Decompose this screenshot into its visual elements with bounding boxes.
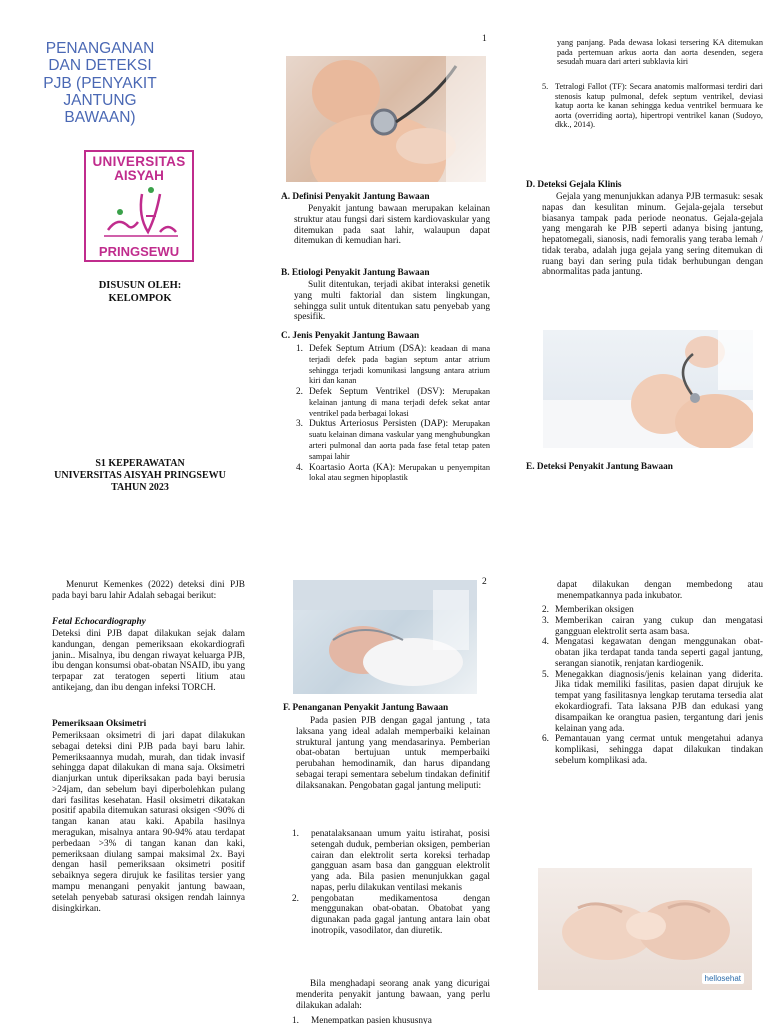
- logo-emblem-icon: [98, 186, 184, 242]
- doctor-examining-baby-photo: [543, 330, 753, 448]
- page-number: 2: [482, 577, 487, 587]
- section-a-title: A. Definisi Penyakit Jantung Bawaan: [281, 192, 430, 202]
- col3-list: [540, 82, 763, 130]
- list-item: 2. pengobatan medikamentosa dengan menggunakan obat-obatan. Obatobat yang digunakan pada gagal jantung antara lain obat inotropik, vasodilator, dan diuretik.: [292, 893, 490, 937]
- list-item: 1. Menempatkan pasien khususnya: [292, 1016, 432, 1024]
- newborn-incubator-photo: [293, 580, 477, 694]
- baby-stethoscope-photo: [286, 56, 486, 182]
- page-number: 1: [482, 34, 487, 44]
- author-label: DISUSUN OLEH:: [98, 280, 182, 291]
- list-item: 6. Pemantauan yang cermat untuk mengetahui adanya komplikasi, sehingga dapat dilakukan tindakan sebelum komplikasi ada.: [542, 734, 763, 766]
- oximetry-text: Pemeriksaan oksimetri di jari dapat dilakukan sebagai deteksi dini PJB pada bayi baru lahir. Pemeriksaannya mudah, murah, dan tidak invasif sehingga dapat dilakukan di mana saja. Oksimetri dianjurkan untuk diperiksakan pada bayi berusia >24jam, dan sebelum bayi diperbolehkan pulang dari fasilitas kesehatan. Hasil oksimetri dikatakan positif apabila ditemukan saturasi oksigen <90% di tangan kanan atau kaki. Apabila hasilnya meragukan, misalnya antara 90-94% atau terdapat perbedaan >3% di tangan kanan dan kaki, pemeriksaan diulang sampai maksimal 2x. Bayi dengan hasil pemeriksaan oksimetri positif sebaiknya segera dirujuk ke fasilitas tersier yang mampu menangani penyakit jantung bawaan, setelah penyebab saturasi oksigen rendah lainnya disingkirkan.: [52, 731, 245, 914]
- list-item: 4. Mengatasi kegawatan dengan menggunakan obat-obatan jika terdapat tanda tanda seperti gagal jantung, serangan sianotik, renjatan kardiogenik.: [542, 637, 763, 669]
- watermark-logo: hellosehat: [702, 973, 744, 984]
- column3-continued-text: yang panjang. Pada dewasa lokasi tersering KA ditemukan pada pertemuan arkus aorta dan aorta desenden, segera sesudah muara dari arteri subklavia kiri: [557, 38, 763, 67]
- list-item: 1. Defek Septum Atrium (DSA): keadaan di mana terjadi defek pada bagian septum antar atrium sehingga terjadi komunikasi langsung antara atrium kiri dan kanan: [296, 344, 490, 386]
- intro-text: Menurut Kemenkes (2022) deteksi dini PJB pada bayi baru lahir Adalah sebagai berikut:: [52, 580, 245, 601]
- year: TAHUN 2023: [111, 482, 169, 493]
- list-item: 5. Menegakkan diagnosis/jenis kelainan yang diderita. Jika tidak memiliki fasilitas, pasien dapat dirujuk ke tempat yang fasilitasnya lengkap terutama tersedia alat ekokardiografi. Tata laksana PJB dan edukasi yang disampaikan ke orangtua pasien, tergantung dari jenis kelainan yang ada.: [542, 669, 763, 734]
- list-item: 3. Memberikan cairan yang cukup dan mengatasi gangguan elektrolit serta asam basa.: [542, 615, 763, 637]
- logo-text-line1: UNIVERSITAS: [92, 154, 186, 169]
- logo-text-line3: PRINGSEWU: [98, 243, 180, 259]
- section-b-title: B. Etiologi Penyakit Jantung Bawaan: [281, 268, 430, 278]
- column3-continued-text: dapat dilakukan dengan membedong atau menempatkannya pada inkubator.: [557, 580, 763, 601]
- university-logo: [84, 150, 194, 262]
- section-d-title: D. Deteksi Gejala Klinis: [526, 180, 622, 190]
- fetal-echo-title: Fetal Echocardiography: [52, 617, 146, 627]
- university-name: UNIVERSITAS AISYAH PRINGSEWU: [54, 470, 226, 481]
- section-d-text: Gejala yang menunjukkan adanya PJB termasuk: sesak napas dan kesulitan minum. Gejala-gejala tersebut biasanya tampak pada periode neonatus. Gejala-gejala yang mengarah ke PJB seperti adanya bising jantung, hepatomegali, sianosis, nadi femoralis yang teraba lemah / tidak teraba, adalah juga gejala yang sering ditemukan di ruang bayi dan sering pula tidak berhubungan dengan abnormalitas pada jantung.: [542, 192, 763, 278]
- section-f-list: [292, 829, 490, 937]
- section-c-title: C. Jenis Penyakit Jantung Bawaan: [281, 331, 420, 341]
- section-f-text-2: Bila menghadapi seorang anak yang dicurigai menderita penyakit jantung bawaan, yang perlu dilakukan adalah:: [296, 979, 490, 1011]
- list-item: 2. Defek Septum Ventrikel (DSV): Merupakan kelainan jantung di mana terjadi defek sekat antar ventrikel pada berbagai lokasi: [296, 387, 491, 418]
- list-item: 4. Koartasio Aorta (KA): Merupakan u penyempitan lokal atau segmen hipoplastik: [296, 462, 490, 483]
- section-f-title: F. Penanganan Penyakit Jantung Bawaan: [283, 703, 449, 713]
- program-name: S1 KEPERAWATAN: [95, 458, 185, 469]
- list-item: 3. Duktus Arteriosus Persisten (DAP): Merupakan suatu kelainan dimana vaskular yang menghubungkan arteri pulmonal dan aorta pada fase fetal tetap paten sampai lahir: [296, 419, 491, 461]
- section-f-list-2: [292, 1016, 490, 1024]
- col3-list: [540, 605, 763, 767]
- section-a-text: Penyakit jantung bawaan merupakan kelainan struktur atau fungsi dari sistem kardiovaskular yang ditemukan pada saat lahir, walaupun dapat ditemukan di kemudian hari.: [294, 204, 490, 247]
- list-item: 5. Tetralogi Fallot (TF): Secara anatomis malformasi terdiri dari stenosis katup pulmonal, defek septum ventrikel, deviasi katup aorta ke kanan sehingga kedua ventrikel bermuara ke aorta (overriding aorta), hipertropi ventrikel kanan (Sudoyo, dkk., 2014).: [542, 82, 763, 130]
- hands-holding-baby-photo: [538, 868, 752, 990]
- list-item: 2. Memberikan oksigen: [542, 605, 634, 615]
- section-e-title: E. Deteksi Penyakit Jantung Bawaan: [526, 462, 673, 472]
- document-title: PENANGANAN DAN DETEKSI PJB (PENYAKIT JANTUNG BAWAAN): [43, 40, 157, 127]
- logo-text-line2: AISYAH: [114, 168, 164, 183]
- fetal-echo-text: Deteksi dini PJB dapat dilakukan sejak dalam kandungan, dengan pemeriksaan ekokardiografi janin.. Misalnya, ibu dengan riwayat keluarga PJB, ibu dengan konsumsi obat-obatan NSAID, ibu yang terpapar zat teratogen seperti litium atau antikejang, dan ibu dengan infeksi TORCH.: [52, 629, 245, 693]
- section-b-text: Sulit ditentukan, terjadi akibat interaksi genetik yang multi faktorial dan sistem lingkungan, sehingga sulit untuk ditentukan satu penyebab yang spesifik.: [294, 280, 490, 323]
- section-f-text: Pada pasien PJB dengan gagal jantung , tata laksana yang ideal adalah memperbaiki kelainan struktural jantung yang mendasarinya. Pemberian obat-obatan bertujuan untuk memperbaiki perubahan hemodinamik, dan harus dipandang sebagai terapi sementara sebelum tindakan definitif dilaksanakan. Pengobatan gagal jantung meliputi:: [296, 716, 490, 791]
- section-c-list: [294, 344, 490, 484]
- list-item: 1. penatalaksanaan umum yaitu istirahat, posisi setengah duduk, pemberian oksigen, pemberian cairan dan elektrolit serta koreksi terhadap gangguan asam basa dan gangguan elektrolit yang ada. Bila pasien menunjukkan gagal napas, perlu dilakukan ventilasi mekanis: [292, 829, 490, 893]
- oximetry-title: Pemeriksaan Oksimetri: [52, 719, 147, 729]
- author-value: KELOMPOK: [108, 293, 172, 304]
